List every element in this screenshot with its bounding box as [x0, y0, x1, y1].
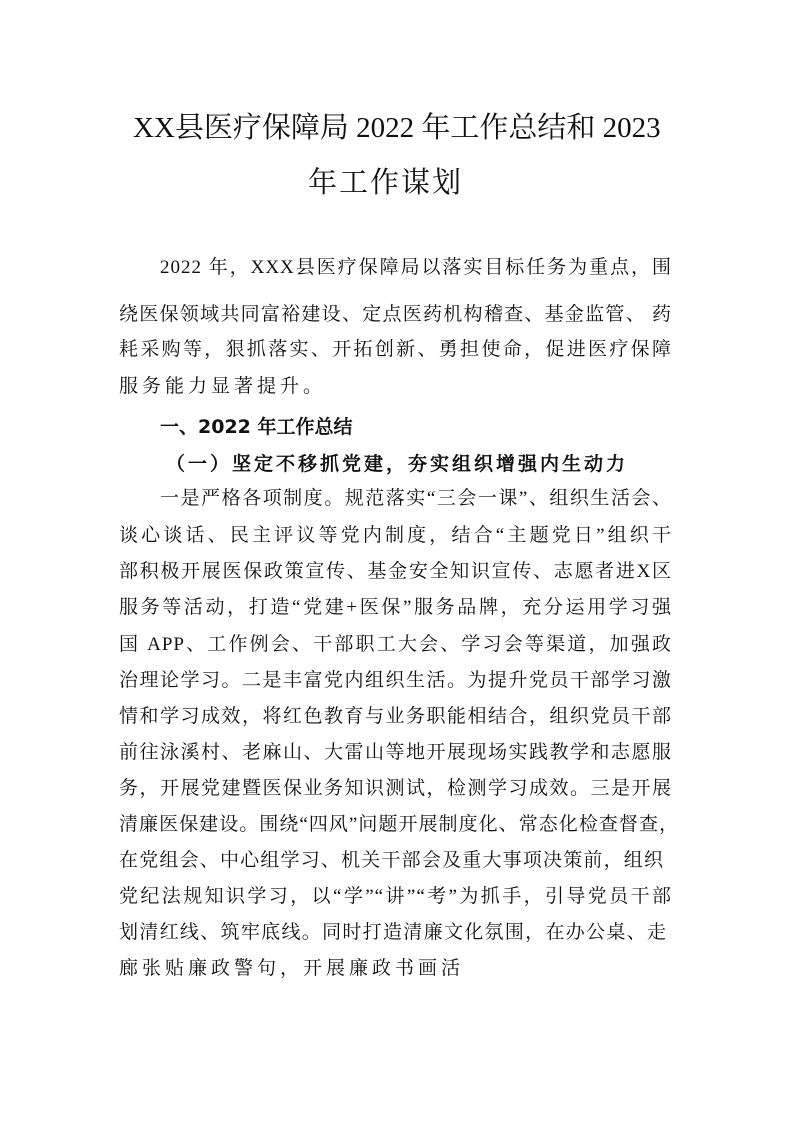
- body-line: 党纪法规知识学习，以“学”“讲”“考”为抓手，引导党员干部: [119, 886, 672, 907]
- intro-line: 服务能力显著提升。: [119, 376, 327, 397]
- subsection-heading: （一）坚定不移抓党建，夯实组织增强内生动力: [166, 454, 629, 475]
- body-line: 廊张贴廉政警句，开展廉政书画活: [119, 958, 465, 979]
- body-line: 服务等活动，打造“党建+医保”服务品牌，充分运用学习强: [119, 597, 672, 618]
- body-line: 谈心谈话、民主评议等党内制度，结合“主题党日”组织干: [119, 525, 672, 546]
- body-line: 划清红线、筑牢底线。同时打造清廉文化氛围，在办公桌、走: [119, 922, 667, 943]
- body-line: 情和学习成效，将红色教育与业务职能相结合，组织党员干部: [119, 706, 672, 727]
- body-line: 部积极开展医保政策宣传、基金安全知识宣传、志愿者进X区: [119, 561, 672, 582]
- document-title-line-1: XX县医疗保障局 2022 年工作总结和 2023: [133, 112, 661, 144]
- intro-line: 耗采购等，狠抓落实、开拓创新、勇担使命，促进医疗保障: [119, 339, 672, 360]
- body-line: 务，开展党建暨医保业务知识测试，检测学习成效。三是开展: [119, 778, 672, 799]
- body-line: 一是严格各项制度。规范落实“三会一课”、组织生活会、: [160, 488, 672, 509]
- section-heading: 一、2022 年工作总结: [160, 416, 353, 438]
- intro-line: 绕医保领域共同富裕建设、定点医药机构稽查、基金监管、 药: [119, 304, 672, 325]
- body-line: 清廉医保建设。围绕“四风”问题开展制度化、常态化检查督查，: [119, 814, 679, 835]
- body-line: 国 APP、工作例会、干部职工大会、学习会等渠道，加强政: [119, 634, 672, 655]
- body-line: 在党组会、中心组学习、机关干部会及重大事项决策前，组织: [119, 850, 664, 871]
- intro-line: 2022 年，XXX县医疗保障局以落实目标任务为重点，围: [160, 257, 672, 278]
- body-line: 治理论学习。二是丰富党内组织生活。为提升党员干部学习激: [119, 670, 672, 691]
- document-title-line-2: 年工作谋划: [308, 167, 464, 199]
- body-line: 前往泳溪村、老麻山、大雷山等地开展现场实践教学和志愿服: [119, 742, 672, 763]
